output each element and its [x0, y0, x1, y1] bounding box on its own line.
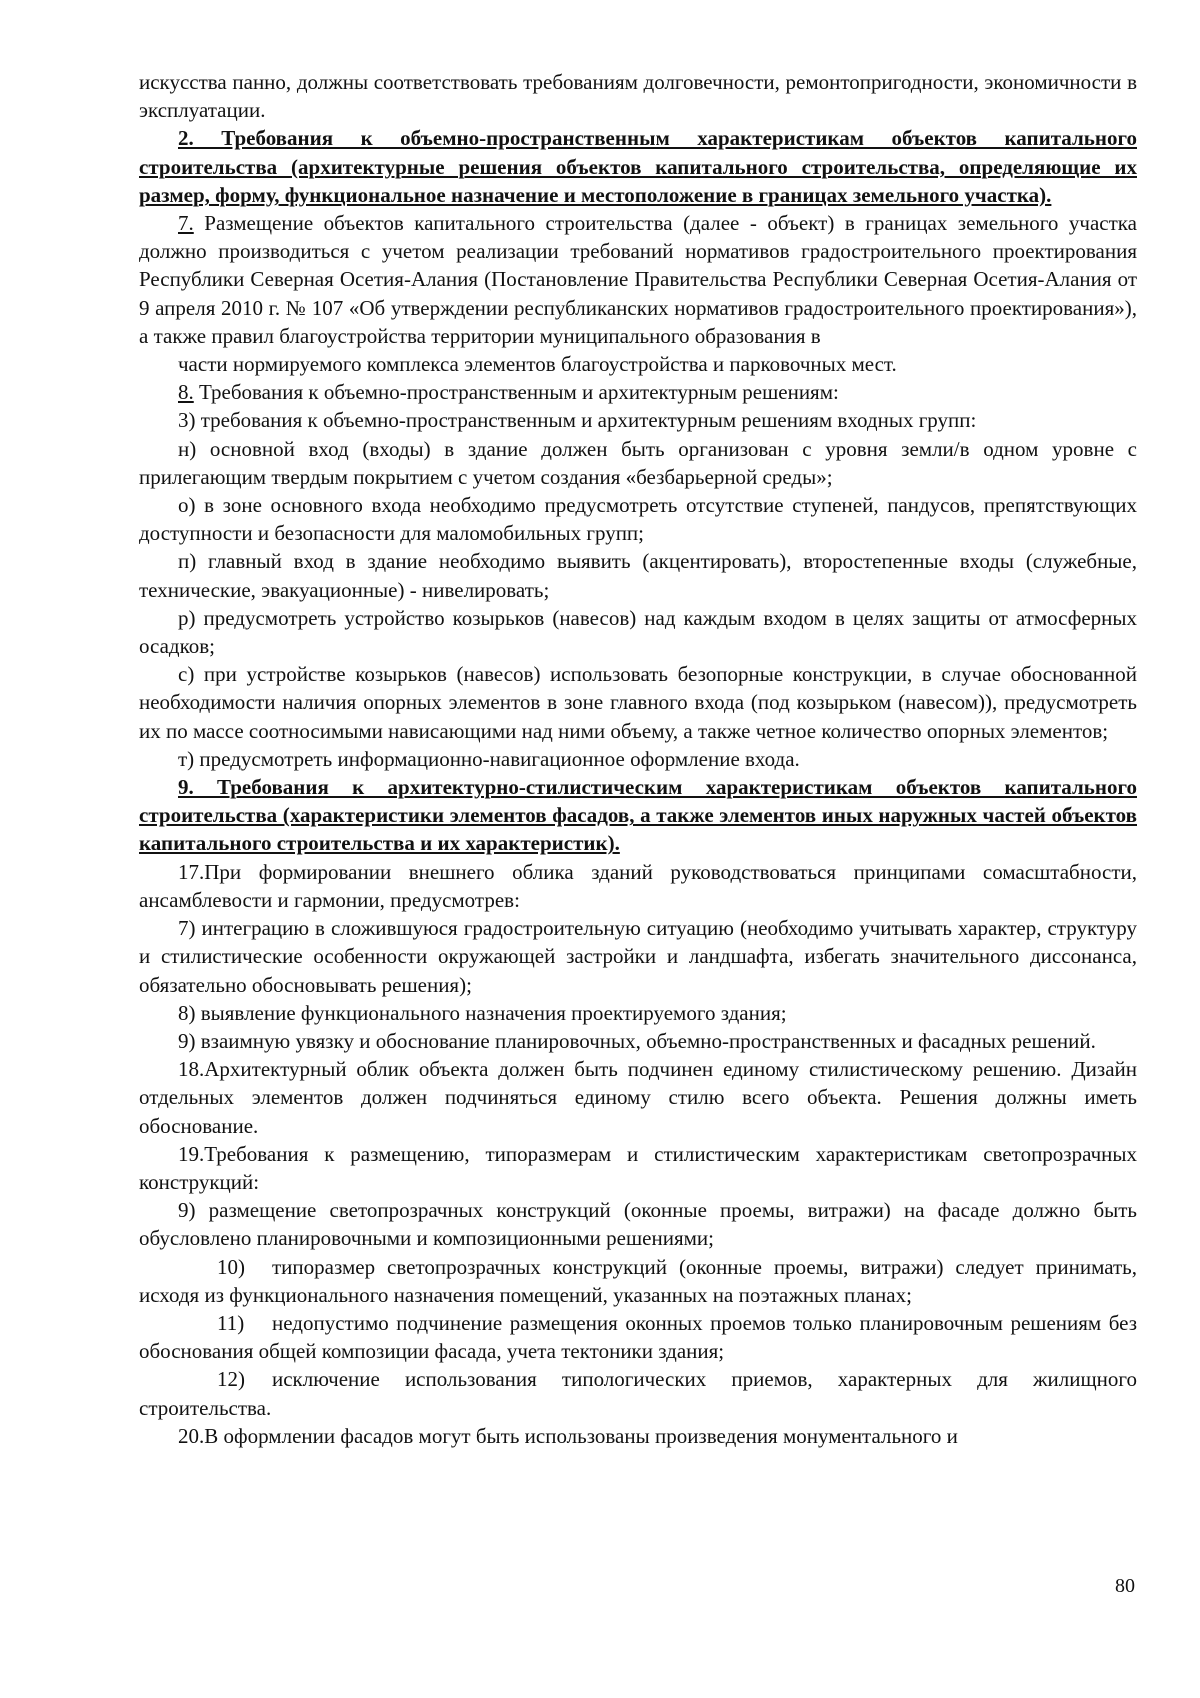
list-item-r: р) предусмотреть устройство козырьков (навесов) над каждым входом в целях защиты от атмосферных осадков; [139, 605, 1137, 659]
paragraph-18: 18.Архитектурный облик объекта должен быть подчинен единому стилистическому решению. Дизайн отдельных элементов должен подчиняться единому стилю всего объекта. Решения должны иметь обоснование. [139, 1057, 1137, 1138]
paragraph-19-item-10-number: 10) [217, 1254, 245, 1279]
paragraph-8-number: 8. [178, 380, 194, 405]
paragraph-19-item-12 [139, 1365, 1137, 1421]
intro-paragraph: искусства панно, должны соответствовать требованиям долговечности, ремонтопригодности, экономичности в эксплуатации. [139, 70, 1137, 123]
paragraph-17-item-7: 7) интеграцию в сложившуюся градостроительную ситуацию (необходимо учитывать характер, структуру и стилистические особенности окружающей застройки и ландшафта, избегать значительного диссонанса, обязательно обосновывать решения); [139, 916, 1137, 997]
paragraph-20: 20.В оформлении фасадов могут быть использованы произведения монументального и [178, 1423, 958, 1448]
paragraph-7-text: Размещение объектов капитального строительства (далее - объект) в границах земельного участка должно производиться с учетом реализации требований нормативов градостроительного проектирования Республики Северная Осетия-Алания (Постановление Правительства Республики Северная Осетия-Алания от 9 апреля 2010 г. № 107 «Об утверждении республиканских нормативов градостроительного проектирования»), а также правил благоустройства территории муниципального образования в [139, 211, 1137, 348]
paragraph-19-item-11-text: недопустимо подчинение размещения оконных проемов только планировочным решениям без обоснования общей композиции фасада, учета тектоники здания; [139, 1310, 1137, 1364]
paragraph-19-item-10-text: типоразмер светопрозрачных конструкций (оконные проемы, витражи) следует принимать, исходя из функционального назначения помещений, указанных на поэтажных планах; [139, 1254, 1137, 1307]
paragraph-19-item-12-text: исключение использования типологических приемов, характерных для жилищного строительства. [139, 1367, 1137, 1420]
paragraph-19-item-11-number: 11) [217, 1310, 245, 1335]
list-item-s: с) при устройстве козырьков (навесов) использовать безопорные конструкции, в случае обоснованной необходимости наличия опорных элементов в зоне главного входа (под козырьком (навесом)), предусмотреть их по массе соотносимыми нависающими над ними объему, а также четное количество опорных элементов; [139, 662, 1137, 743]
list-item-n: н) основной вход (входы) в здание должен быть организован с уровня земли/в одном уровне с прилегающим твердым покрытием с учетом создания «безбарьерной среды»; [139, 436, 1137, 489]
paragraph-7 [139, 209, 1137, 350]
page-number: 80 [1115, 1575, 1135, 1597]
list-item-t: т) предусмотреть информационно-навигационное оформление входа. [178, 746, 800, 771]
paragraph-19: 19.Требования к размещению, типоразмерам и стилистическим характеристикам светопрозрачных конструкций: [139, 1141, 1137, 1194]
list-item-p: п) главный вход в здание необходимо выявить (акцентировать), второстепенные входы (служебные, технические, эвакуационные) - нивелировать; [139, 549, 1137, 602]
document-body [139, 68, 1137, 1450]
section-2-heading: 2. Требования к объемно-пространственным характеристикам объектов капитального строительства (архитектурные решения объектов капитального строительства, определяющие их размер, форму, функциональное назначение и местоположение в границах земельного участка). [139, 126, 1137, 207]
list-item-o: о) в зоне основного входа необходимо предусмотреть отсутствие ступеней, пандусов, препятствующих доступности и безопасности для маломобильных групп; [139, 493, 1137, 546]
paragraph-7-continuation: части нормируемого комплекса элементов благоустройства и парковочных мест. [178, 352, 897, 377]
paragraph-8 [139, 378, 1137, 406]
section-9-heading: 9. Требования к архитектурно-стилистическим характеристикам объектов капитального строительства (характеристики элементов фасадов, а также элементов иных наружных частей объектов капитального строительства и их характеристик). [139, 775, 1137, 856]
paragraph-17: 17.При формировании внешнего облика зданий руководствоваться принципами сомасштабности, ансамблевости и гармонии, предусмотрев: [139, 859, 1137, 912]
paragraph-19-item-10 [139, 1253, 1137, 1309]
paragraph-17-item-9: 9) взаимную увязку и обоснование планировочных, объемно-пространственных и фасадных решений. [178, 1028, 1096, 1053]
paragraph-19-item-12-number: 12) [217, 1367, 245, 1392]
paragraph-19-item-11 [139, 1309, 1137, 1365]
paragraph-8-text: Требования к объемно-пространственным и архитектурным решениям: [193, 380, 839, 405]
paragraph-17-item-8: 8) выявление функционального назначения проектируемого здания; [178, 1000, 787, 1025]
list-item-3: 3) требования к объемно-пространственным и архитектурным решениям входных групп: [178, 408, 977, 433]
paragraph-7-number: 7. [178, 211, 194, 236]
paragraph-19-item-9: 9) размещение светопрозрачных конструкций (оконные проемы, витражи) на фасаде должно быть обусловлено планировочными и композиционными решениями; [139, 1198, 1137, 1251]
